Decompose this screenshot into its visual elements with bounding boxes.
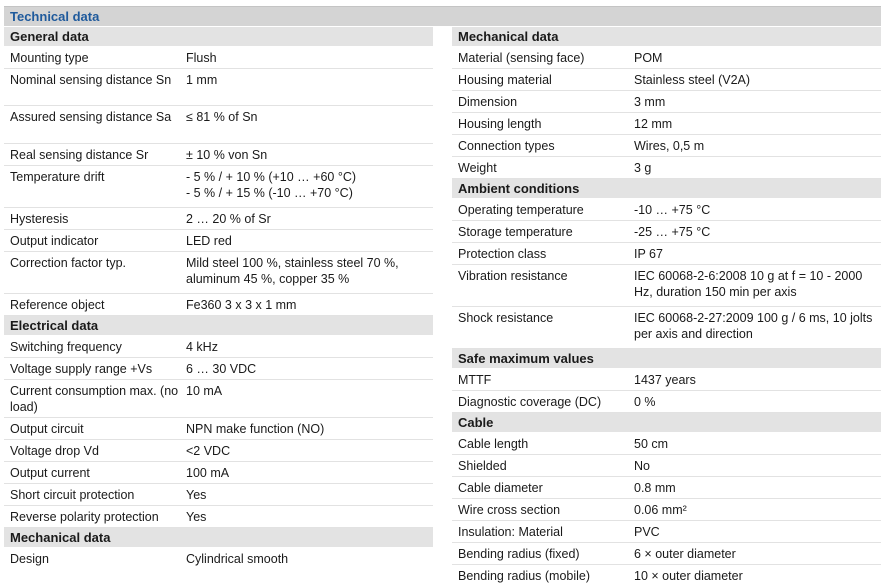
table-row: [452, 221, 881, 243]
row-value: [186, 166, 433, 203]
row-label: Output indicator: [10, 234, 99, 248]
table-row: [452, 135, 881, 157]
section-electrical-data: Electrical data: [4, 316, 433, 336]
row-value: 3 mm: [634, 95, 666, 109]
row-value: -25 … +75 °C: [634, 225, 711, 239]
table-row: [452, 199, 881, 221]
row-label: Switching frequency: [10, 340, 122, 354]
page-title: Technical data: [4, 6, 881, 26]
table-row: [452, 243, 881, 265]
row-value: <2 VDC: [186, 444, 231, 458]
row-value: PVC: [634, 525, 660, 539]
row-label: Mounting type: [10, 51, 89, 65]
row-value: NPN make function (NO): [186, 422, 325, 436]
row-value: 6 × outer diameter: [634, 547, 736, 561]
row-value: 2 … 20 % of Sr: [186, 212, 271, 226]
row-value: Flush: [186, 51, 217, 65]
row-label: Storage temperature: [458, 225, 573, 239]
row-label: Shielded: [458, 459, 507, 473]
row-label: Output circuit: [10, 422, 84, 436]
row-label: Voltage supply range +Vs: [10, 362, 153, 376]
table-row: [4, 106, 433, 144]
section-safe-maximum-values: Safe maximum values: [452, 349, 881, 369]
table-row: [452, 157, 881, 179]
row-value-line: - 5 % / + 15 % (-10 … +70 °C): [186, 186, 353, 200]
row-label: Nominal sensing distance Sn: [10, 73, 172, 87]
table-row: [452, 433, 881, 455]
row-value: Mild steel 100 %, stainless steel 70 %, aluminum 45 %, copper 35 %: [186, 256, 399, 286]
table-row: [4, 208, 433, 230]
row-value: LED red: [186, 234, 232, 248]
row-value: IP 67: [634, 247, 663, 261]
row-label: Short circuit protection: [10, 488, 135, 502]
row-value: Cylindrical smooth: [186, 552, 289, 566]
table-row: [4, 548, 433, 569]
table-row: [4, 358, 433, 380]
row-value: 50 cm: [634, 437, 669, 451]
table-row: [4, 484, 433, 506]
row-value: Yes: [186, 510, 207, 524]
table-row: [452, 47, 881, 69]
row-label: Output current: [10, 466, 90, 480]
table-row: [452, 455, 881, 477]
table-row: [4, 252, 433, 294]
row-value: 1 mm: [186, 73, 218, 87]
row-label: Shock resistance: [458, 311, 554, 325]
table-row: [4, 462, 433, 484]
table-row: [4, 47, 433, 69]
row-value-line: - 5 % / + 10 % (+10 … +60 °C): [186, 170, 357, 184]
row-value: ± 10 % von Sn: [186, 148, 268, 162]
row-label: Housing material: [458, 73, 552, 87]
row-value: -10 … +75 °C: [634, 203, 711, 217]
row-value: 100 mA: [186, 466, 230, 480]
table-row: [452, 477, 881, 499]
row-value: 0.8 mm: [634, 481, 676, 495]
row-label: Connection types: [458, 139, 555, 153]
row-value: Fe360 3 x 3 x 1 mm: [186, 298, 297, 312]
table-row: [452, 543, 881, 565]
row-label: Reference object: [10, 298, 105, 312]
row-label: Assured sensing distance Sa: [10, 110, 172, 124]
table-row: [4, 418, 433, 440]
table-row: [452, 265, 881, 307]
row-label: Current consumption max. (no load): [10, 384, 179, 414]
row-label: Real sensing distance Sr: [10, 148, 149, 162]
row-label: Material (sensing face): [458, 51, 585, 65]
table-row: [452, 369, 881, 391]
row-value: No: [634, 459, 650, 473]
row-value: POM: [634, 51, 663, 65]
row-value: 4 kHz: [186, 340, 218, 354]
table-row: [452, 307, 881, 349]
row-value: 0 %: [634, 395, 656, 409]
row-label: Vibration resistance: [458, 269, 568, 283]
section-mechanical-data: Mechanical data: [452, 27, 881, 47]
row-label: Reverse polarity protection: [10, 510, 159, 524]
row-value: 6 … 30 VDC: [186, 362, 257, 376]
table-row: [4, 230, 433, 252]
section-ambient-conditions: Ambient conditions: [452, 179, 881, 199]
table-row: [4, 166, 433, 208]
table-row: [4, 506, 433, 528]
section-mechanical-data: Mechanical data: [4, 528, 433, 548]
row-label: Cable length: [458, 437, 529, 451]
row-label: Hysteresis: [10, 212, 69, 226]
table-row: [452, 565, 881, 586]
row-value: 10 × outer diameter: [634, 569, 743, 583]
row-value: IEC 60068-2-27:2009 100 g / 6 ms, 10 jolts per axis and direction: [634, 311, 873, 341]
section-cable: Cable: [452, 413, 881, 433]
row-label: Correction factor typ.: [10, 256, 127, 270]
section-general-data: General data: [4, 27, 433, 47]
table-row: [4, 69, 433, 106]
row-label: Housing length: [458, 117, 542, 131]
row-label: Bending radius (fixed): [458, 547, 580, 561]
row-label: Temperature drift: [10, 170, 105, 184]
row-value: 10 mA: [186, 384, 223, 398]
left-column: [4, 27, 433, 569]
table-row: [4, 294, 433, 316]
row-label: Protection class: [458, 247, 547, 261]
table-row: [452, 391, 881, 413]
row-value: Stainless steel (V2A): [634, 73, 751, 87]
row-label: Operating temperature: [458, 203, 584, 217]
table-row: [452, 521, 881, 543]
row-value: Yes: [186, 488, 207, 502]
table-row: [452, 69, 881, 91]
row-label: Dimension: [458, 95, 518, 109]
row-value: 1437 years: [634, 373, 696, 387]
row-label: Wire cross section: [458, 503, 561, 517]
row-label: Weight: [458, 161, 497, 175]
row-value: Wires, 0,5 m: [634, 139, 705, 153]
row-label: MTTF: [458, 373, 492, 387]
right-column: [452, 27, 881, 586]
row-value: 12 mm: [634, 117, 673, 131]
row-label: Voltage drop Vd: [10, 444, 99, 458]
row-label: Design: [10, 552, 49, 566]
row-label: Bending radius (mobile): [458, 569, 591, 583]
table-row: [452, 91, 881, 113]
row-label: Insulation: Material: [458, 525, 563, 539]
table-row: [4, 336, 433, 358]
table-row: [4, 380, 433, 418]
row-value: ≤ 81 % of Sn: [186, 110, 258, 124]
row-value: 3 g: [634, 161, 652, 175]
row-value: IEC 60068-2-6:2008 10 g at f = 10 - 2000 Hz, duration 150 min per axis: [634, 269, 863, 299]
table-row: [452, 499, 881, 521]
row-label: Cable diameter: [458, 481, 543, 495]
row-label: Diagnostic coverage (DC): [458, 395, 602, 409]
table-row: [4, 144, 433, 166]
table-row: [452, 113, 881, 135]
table-row: [4, 440, 433, 462]
row-value: 0.06 mm²: [634, 503, 687, 517]
